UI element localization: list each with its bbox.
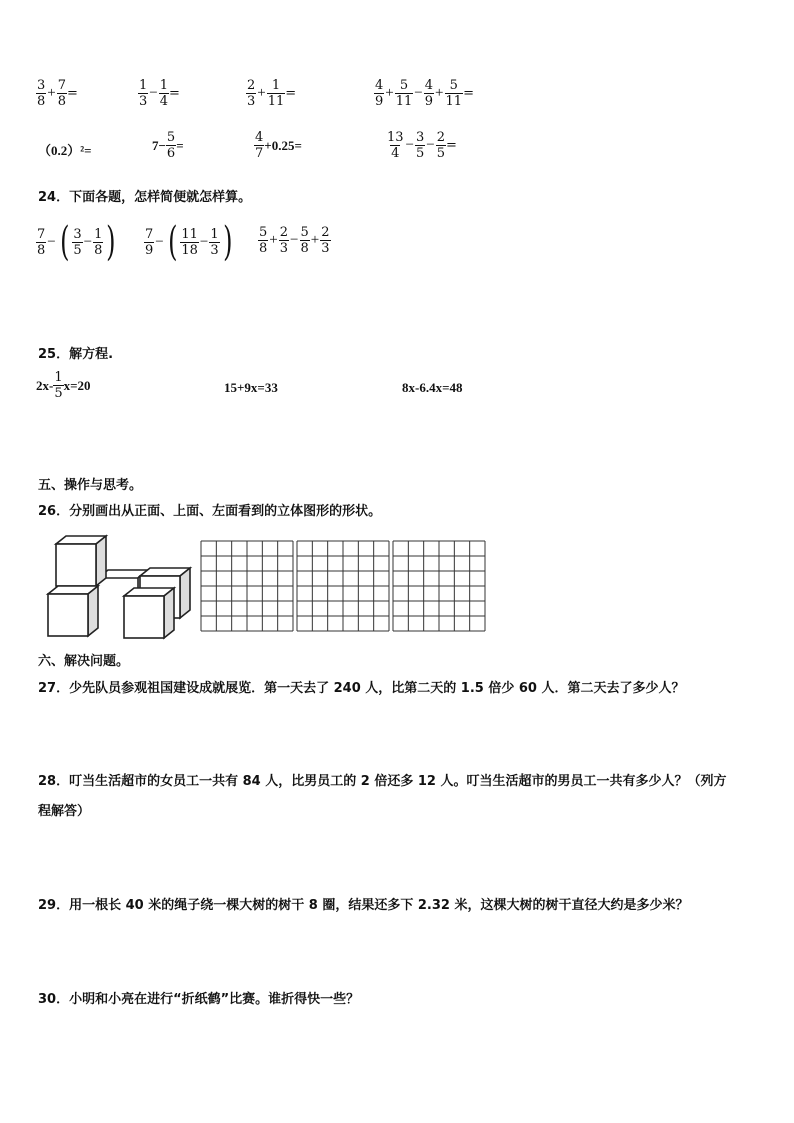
operator: − xyxy=(426,137,435,153)
fraction: $\frac{1}{3}$ xyxy=(210,226,219,258)
fraction: $\frac{5}{8}$ xyxy=(300,225,309,256)
equals: = xyxy=(463,86,474,101)
equation-text: x=20 xyxy=(63,377,91,393)
fraction: $\frac{7}{8}$ xyxy=(57,78,67,109)
fraction: $\frac{3}{5}$ xyxy=(73,226,82,258)
fraction: $\frac{2}{5}$ xyxy=(436,130,446,161)
answer-grid xyxy=(393,541,485,631)
answer-grid xyxy=(297,541,389,631)
cube-front-face xyxy=(124,596,164,638)
right-paren: ) xyxy=(222,219,233,265)
fraction: $\frac{2}{3}$ xyxy=(321,225,330,256)
equals: = xyxy=(176,137,184,153)
equals: = xyxy=(67,86,78,101)
section-6-heading: 六、解决问题。 xyxy=(38,654,130,669)
q24-expr-3 xyxy=(258,225,331,256)
equals: = xyxy=(446,138,457,153)
expr-text: +0.25= xyxy=(264,137,302,153)
fraction: $\frac{5}{11}$ xyxy=(445,78,463,109)
equals: = xyxy=(169,86,180,101)
cube-side-face xyxy=(164,588,174,638)
equation-1 xyxy=(36,370,91,401)
fraction: $\frac{1}{3}$ xyxy=(139,78,148,109)
fraction: $\frac{3}{8}$ xyxy=(37,78,46,109)
fraction: $\frac{7}{9}$ xyxy=(145,226,154,258)
operator: − xyxy=(290,232,299,248)
answer-grid xyxy=(201,541,293,631)
equation-2: 15+9x=33 xyxy=(224,380,278,395)
fraction: $\frac{1}{4}$ xyxy=(159,78,169,109)
fraction: $\frac{3}{5}$ xyxy=(416,130,425,161)
operator: + xyxy=(435,85,444,101)
cube-side-face xyxy=(96,536,106,586)
operator: + xyxy=(269,232,278,248)
operator: + xyxy=(310,232,320,248)
fraction: $\frac{11}{18}$ xyxy=(181,226,198,258)
q24-expr-2 xyxy=(144,219,235,265)
expr-2 xyxy=(138,78,180,109)
fraction: $\frac{1}{5}$ xyxy=(54,370,63,401)
q24-expr-1 xyxy=(36,219,119,265)
cube-front-face xyxy=(56,544,96,586)
right-paren: ) xyxy=(106,219,116,265)
fraction: $\frac{7}{8}$ xyxy=(37,226,46,258)
fraction: $\frac{2}{3}$ xyxy=(247,78,256,109)
operator: − xyxy=(149,85,158,101)
left-paren: ( xyxy=(167,219,178,265)
operator: − xyxy=(155,233,164,250)
fraction: $\frac{13}{4}$ xyxy=(387,130,404,161)
question-25-title: 25．解方程. xyxy=(38,347,114,362)
fraction: $\frac{5}{11}$ xyxy=(395,78,413,109)
operator: − xyxy=(47,233,56,250)
operator: − xyxy=(199,233,209,250)
left-paren: ( xyxy=(59,219,70,265)
fraction: $\frac{1}{8}$ xyxy=(94,226,103,258)
question-29: 29．用一根长 40 米的绳子绕一棵大树的树干 8 圈，结果还多下 2.32 米，这棵大树的树干直径大约是多少米？ xyxy=(38,898,689,913)
question-24-title: 24．下面各题，怎样简便就怎样算。 xyxy=(38,190,252,205)
question-26-title: 26．分别画出从正面、上面、左面看到的立体图形的形状。 xyxy=(38,504,382,519)
cube-stack-figure xyxy=(40,532,200,642)
expr-power: （0.2）²= xyxy=(38,143,92,158)
cube-side-face xyxy=(88,586,98,636)
operator: + xyxy=(257,85,266,101)
fraction: $\frac{5}{6}$ xyxy=(166,130,176,161)
expr-multi-subtract xyxy=(386,130,457,161)
fraction: $\frac{2}{3}$ xyxy=(279,225,289,256)
operator: + xyxy=(47,85,56,101)
question-30: 30．小明和小亮在进行“折纸鹤”比赛。谁折得快一些？ xyxy=(38,992,360,1007)
cube-front-face xyxy=(48,594,88,636)
section-5-heading: 五、操作与思考。 xyxy=(38,478,143,493)
fraction: $\frac{4}{9}$ xyxy=(424,78,434,109)
operator: − xyxy=(405,137,415,153)
drawing-grids xyxy=(200,540,490,632)
operator: − xyxy=(414,85,423,101)
expr-1 xyxy=(36,78,78,109)
expr-text: 7− xyxy=(152,137,166,153)
fraction: $\frac{1}{11}$ xyxy=(267,78,285,109)
equation-text: 2x- xyxy=(36,377,54,393)
question-27: 27．少先队员参观祖国建设成就展览．第一天去了 240 人，比第二天的 1.5 倍少 60 人．第二天去了多少人？ xyxy=(38,681,685,696)
expr-add-decimal xyxy=(254,130,302,161)
expr-3 xyxy=(246,78,296,109)
question-28-line-2: 程解答） xyxy=(38,804,91,819)
expr-subtract xyxy=(152,130,184,161)
fraction: $\frac{5}{8}$ xyxy=(259,225,268,256)
fraction: $\frac{4}{7}$ xyxy=(255,130,264,161)
fraction: $\frac{4}{9}$ xyxy=(375,78,384,109)
equals: = xyxy=(285,86,297,101)
expr-4 xyxy=(374,78,474,109)
operator: + xyxy=(385,85,394,101)
cube-side-face xyxy=(180,568,190,618)
question-28-line-1: 28．叮当生活超市的女员工一共有 84 人，比男员工的 2 倍还多 12 人。叮当生活超市的男员工一共有多少人？（列方 xyxy=(38,774,727,789)
equation-3: 8x-6.4x=48 xyxy=(402,380,463,395)
operator: − xyxy=(83,233,93,250)
